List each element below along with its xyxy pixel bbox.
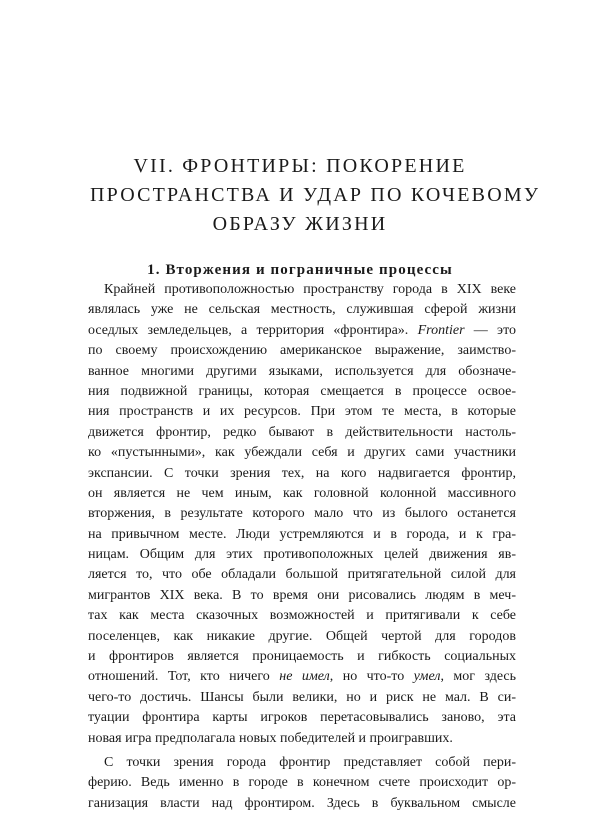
text-line: ния подвижной границы, которая смещается в процессе освое- — [88, 383, 516, 399]
text-line: ганизация власти над фронтиром. Здесь в буквальном смысле — [88, 795, 516, 811]
italic-word: умел — [413, 669, 441, 685]
text-run: , но что-то — [329, 669, 405, 685]
text-line: ферию. Ведь именно в городе в конечном счете происходит ор- — [88, 775, 516, 791]
text-line: чего-то достичь. Шансы были велики, но и риск не мал. В си- — [88, 689, 516, 705]
text-line: по своему происхождению американское выражение, заимство- — [88, 343, 516, 359]
section-heading: 1. Вторжения и пограничные процессы — [147, 262, 453, 278]
chapter-title-line: ПРОСТРАНСТВА И УДАР ПО КОЧЕВОМУ — [90, 184, 541, 206]
text-line: вторжения, в результате которого мало что из былого останется — [88, 506, 516, 522]
text-line — [88, 321, 516, 341]
text-run: оседлых земледельцев, а территория «фронтира». — [88, 322, 409, 338]
paragraph — [88, 753, 516, 814]
text-line: мигрантов XIX века. В то время они рисовались людям в меч- — [88, 587, 516, 603]
text-line: на привычном месте. Люди устремляются и в города, и к гра- — [88, 526, 516, 542]
text-run: , мог здесь — [440, 669, 517, 685]
text-line: туации фронтира карты игроков перетасовывались заново, эта — [88, 710, 516, 726]
text-line: ния пространств и их ресурсов. При этом те места, в которые — [88, 404, 516, 420]
paragraph — [88, 280, 516, 749]
text-line: тах как места сказочных возможностей и притягивали к себе — [88, 608, 516, 624]
body-text — [88, 280, 516, 814]
italic-term: Frontier — [417, 322, 465, 338]
text-line: ляется то, что обе обладали большой притягательной силой для — [88, 567, 516, 583]
text-line: Крайней противоположностью пространству города в XIX веке — [104, 282, 516, 297]
text-line — [88, 667, 516, 687]
text-line: ванное многими другими языками, используется для обозначе- — [88, 363, 516, 379]
chapter-title-line: ОБРАЗУ ЖИЗНИ — [212, 213, 388, 235]
text-line: движется фронтир, редко бывают в действительности настоль- — [88, 424, 516, 440]
text-line: ницам. Общим для этих противоположных целей движения яв- — [88, 547, 516, 563]
text-run: отношений. Тот, кто ничего — [88, 669, 270, 685]
chapter-title — [90, 152, 541, 239]
text-run: — это — [464, 322, 517, 338]
text-line: ко «пустынными», как убеждали себя и других сами участники — [88, 445, 516, 461]
chapter-title-line: VII. ФРОНТИРЫ: ПОКОРЕНИЕ — [133, 155, 467, 177]
text-line: он является не чем иным, как головной колонной массивного — [88, 485, 516, 501]
text-line: поселенцев, как никакие другие. Общей чертой для городов — [88, 628, 516, 644]
italic-word: не имел — [279, 669, 330, 685]
text-line: и фронтиров является проницаемость и гибкость социальных — [88, 649, 516, 665]
text-line: С точки зрения города фронтир представляет собой пери- — [104, 754, 516, 770]
text-line: новая игра предполагала новых победителей и проигравших. — [88, 730, 453, 746]
text-line: экспансии. С точки зрения тех, на кого надвигается фронтир, — [88, 465, 516, 481]
text-line: являлась уже не сельская местность, служившая сферой жизни — [88, 302, 516, 318]
